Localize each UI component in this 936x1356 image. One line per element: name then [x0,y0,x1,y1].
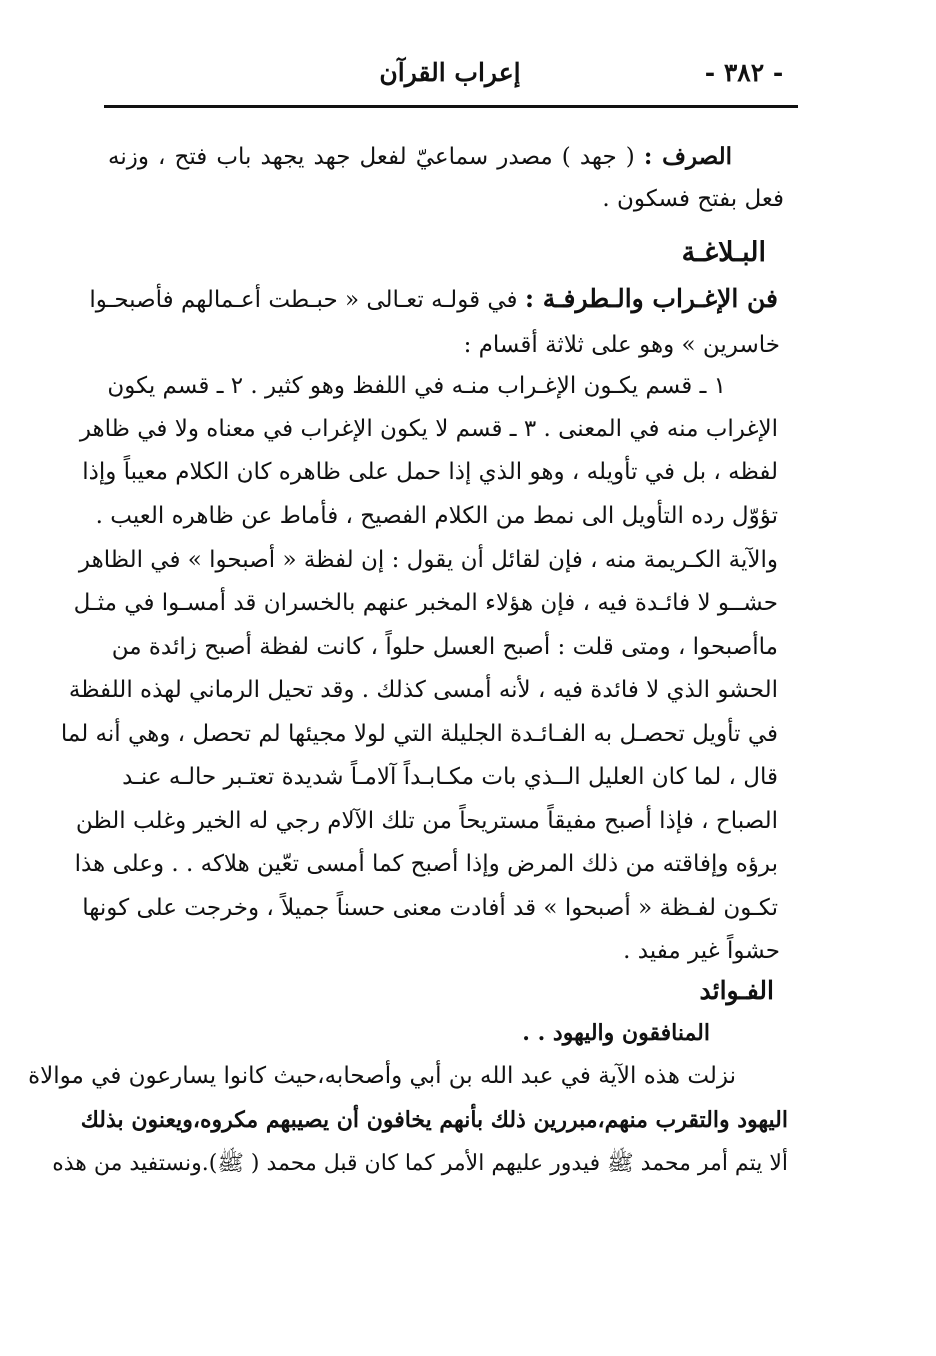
balagha-line-11: في تأويل تحصـل به الفـائـدة الجليلة التي لولا مجيئها لم تحصل ، وهي أنه لما [60,721,778,747]
balagha-line-16: حشواً غير مفيد . [623,938,780,964]
balagha-line-3: ١ ـ قسم يكـون الإغـراب منـه في اللفظ وهو كثير . ٢ ـ قسم يكون [107,373,726,399]
sarf-text-1: ( جهد ) مصدر سماعيّ لفعل جهد يجهد باب فتح ، وزنه [108,144,635,170]
balagha-line-13: الصباح ، فإذا أصبح مفيقاً مستريحاً من تلك الآلام رجي له الخير وغلب الظن [75,808,778,834]
fawaid-line-2: اليهود والتقرب منهم،مبررين ذلك بأنهم يخافون أن يصيبهم مكروه،ويعنون بذلك [80,1107,788,1133]
header-rule [104,105,798,108]
balagha-heading: البـلاغـة [681,237,766,268]
fawaid-line-3: ألا يتم أمر محمد ﷺ فيدور عليهم الأمر كما كان قبل محمد ( ﷺ).ونستفيد من هذه [52,1151,788,1176]
sarf-label: الصرف : [643,143,732,170]
sarf-line-1 [108,142,732,172]
balagha-line-1 [89,284,778,315]
page-number: - ٣٨٢ - [704,58,784,87]
balagha-line-14: برؤه وإفاقته من ذلك المرض وإذا أصبح كما أمسى تعّين هلاكه . . وعلى هذا [74,851,778,877]
balagha-line-4: الإغراب منه في المعنى . ٣ ـ قسم لا يكون الإغراب في معناه ولا في ظاهر [79,416,778,442]
fawaid-heading: الفـوائد [699,976,774,1005]
balagha-line-7: والآية الكـريمة منه ، فإن لقائل أن يقول : إن لفظة « أصبحوا » في الظاهر [78,547,778,573]
fawaid-subheading: المنافقون واليهود . . [522,1020,710,1046]
balagha-line-5: لفظه ، بل في تأويله ، وهو الذي إذا حمل على ظاهره كان الكلام معيباً وإذا [82,459,778,485]
fawaid-line-1: نزلت هذه الآية في عبد الله بن أبي وأصحابه،حيث كانوا يسارعون في موالاة [28,1063,736,1089]
balagha-line-8: حشــو لا فائـدة فيه ، فإن هؤلاء المخبر عنهم بالخسران قد أمسـوا في مثـل [73,590,778,616]
balagha-line-10: الحشو الذي لا فائدة فيه ، لأنه أمسى كذلك . وقد تحيل الرماني لهذه اللفظة [68,677,778,703]
running-title: إعراب القرآن [379,58,521,87]
balagha-line-2: خاسرين » وهو على ثلاثة أقسام : [463,332,780,358]
balagha-line-12: قال ، لما كان العليل الــذي بات مكـابـداً آلامـاً شديدة تعتـبر حالـه عنـد [122,764,778,790]
balagha-line-6: تؤوّل رده التأويل الى نمط من الكلام الفصيح ، فأماط عن ظاهره العيب . [95,503,778,529]
balagha-text-1: في قولـه تعـالى « حبـطت أعـمالهم فأصبحـوا [89,287,518,313]
balagha-line-15: تكـون لفـظة « أصبحوا » قد أفادت معنى حسناً جميلاً ، وخرجت على كونها [82,895,778,921]
sarf-line-2: فعل بفتح فسكون . [602,186,784,212]
balagha-line-9: ماأصبحوا ، ومتى قلت : أصبح العسل حلواً ، كانت لفظة أصبح زائدة من [111,634,778,660]
art-label: فن الإغـراب والـطرفـة : [524,284,778,313]
